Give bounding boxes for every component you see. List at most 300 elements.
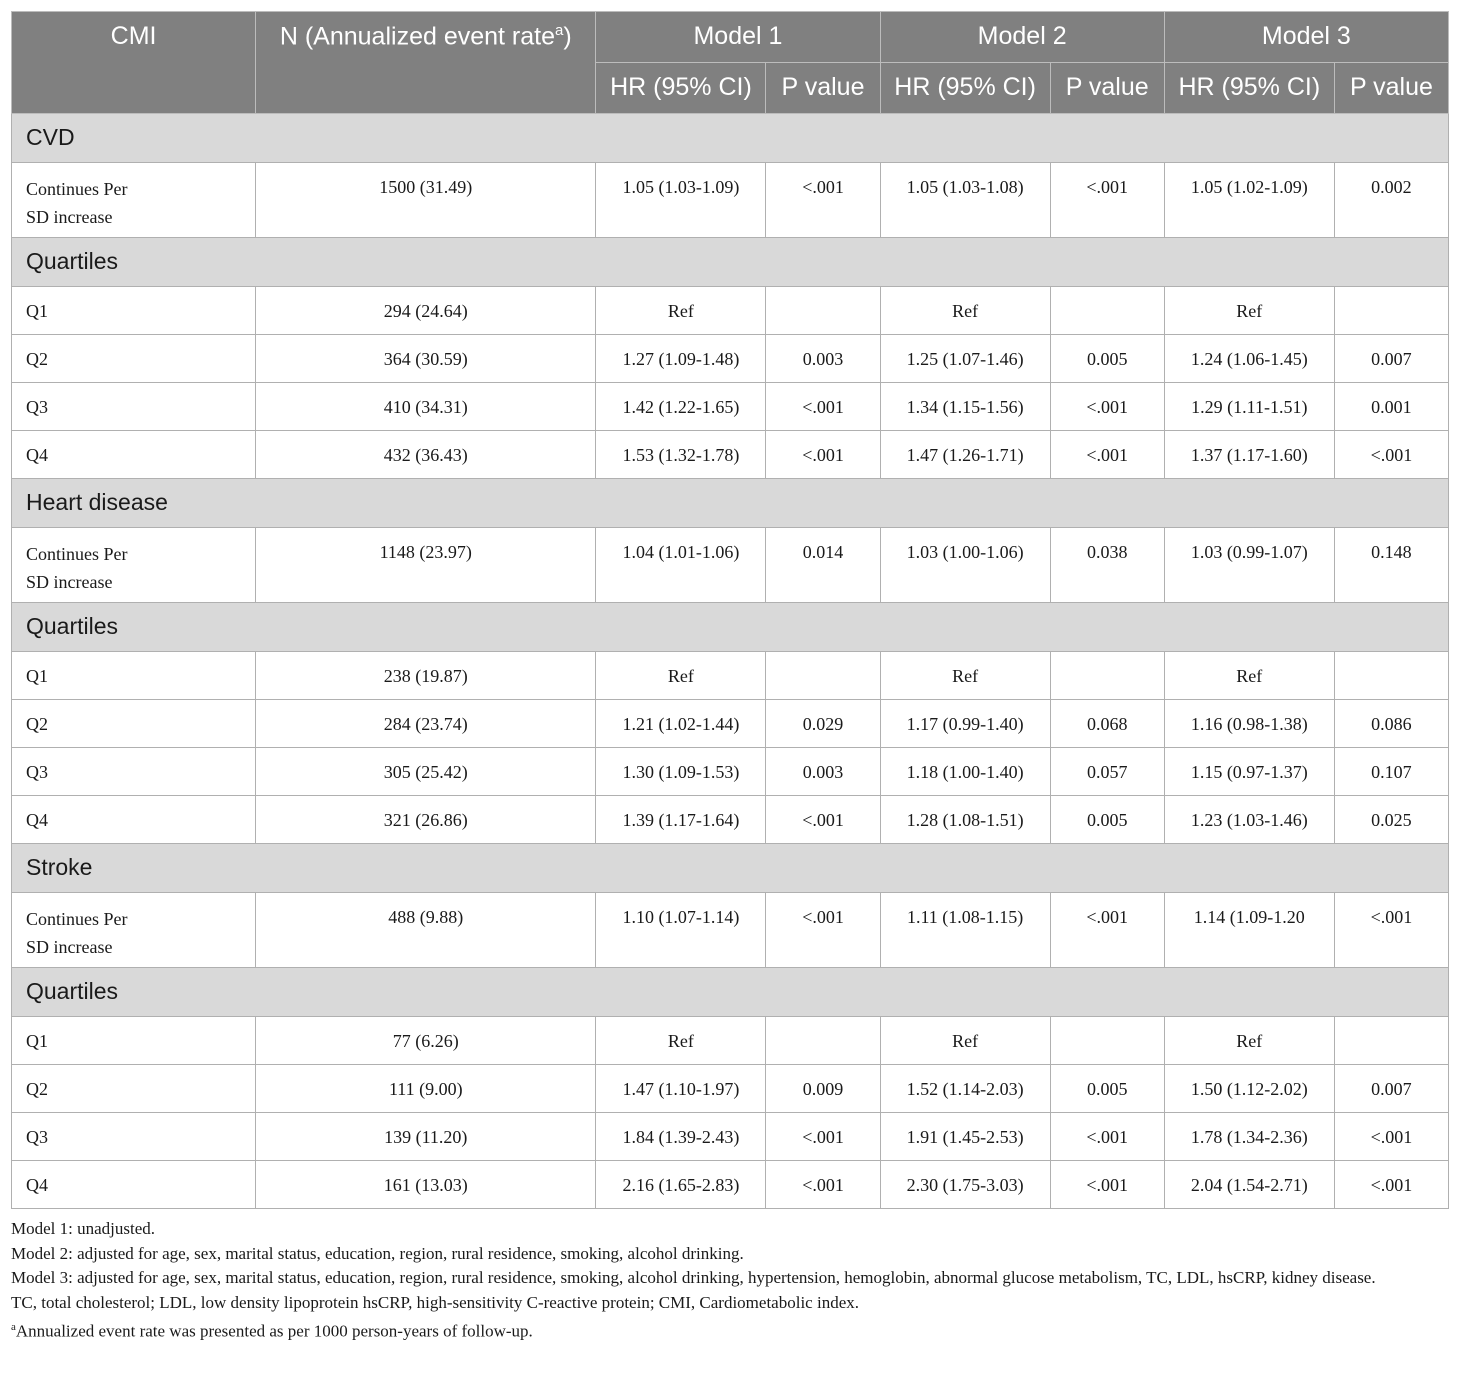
model1-hr-cell <box>596 383 766 431</box>
model3-hr-cell-text: 1.03 (0.99-1.07) <box>1190 542 1308 562</box>
model2-p-cell-text <box>1051 1017 1164 1031</box>
model3-hr-cell-text: 1.24 (1.06-1.45) <box>1190 349 1308 369</box>
table-body <box>12 114 1449 1209</box>
model3-p-cell-text: <.001 <box>1370 1127 1413 1147</box>
row-label <box>12 700 256 748</box>
results-table <box>11 11 1449 1209</box>
model3-p-cell <box>1334 287 1448 335</box>
n-cell <box>256 893 596 968</box>
n-cell <box>256 652 596 700</box>
model2-hr-cell-text: Ref <box>952 666 979 686</box>
model3-p-cell-text: 0.086 <box>1371 714 1412 734</box>
model2-p-cell <box>1050 700 1164 748</box>
model3-hr-cell <box>1164 748 1334 796</box>
model1-p-cell-text: <.001 <box>802 1127 844 1147</box>
model2-hr-cell <box>880 431 1050 479</box>
model3-p-cell <box>1334 383 1448 431</box>
n-cell <box>256 163 596 238</box>
model1-hr-cell-text: 1.05 (1.03-1.09) <box>622 177 740 197</box>
n-cell <box>256 528 596 603</box>
model1-p-cell-text <box>766 652 879 666</box>
model2-hr-cell <box>880 163 1050 238</box>
model3-p-cell-text: 0.107 <box>1371 762 1412 782</box>
model3-p-cell-text: 0.007 <box>1371 349 1412 369</box>
row-label-text: Q3 <box>26 762 48 782</box>
row-label <box>12 431 256 479</box>
row-label-text: Q1 <box>26 301 48 321</box>
n-cell <box>256 700 596 748</box>
model1-hr-cell <box>596 1113 766 1161</box>
model3-hr-cell <box>1164 893 1334 968</box>
model2-p-cell <box>1050 383 1164 431</box>
model3-hr-cell-text: Ref <box>1236 1031 1263 1051</box>
model3-hr-cell-text: 1.23 (1.03-1.46) <box>1190 810 1308 830</box>
model2-p-cell-text: 0.005 <box>1086 349 1128 369</box>
row-label-text: Q3 <box>26 397 48 417</box>
model2-hr-cell-text: 2.30 (1.75-3.03) <box>906 1175 1024 1195</box>
model1-p-cell-text <box>766 287 879 301</box>
n-cell-text: 488 (9.88) <box>388 907 464 927</box>
row-label-line: SD increase <box>26 207 113 227</box>
section-title-text: Heart disease <box>26 489 168 515</box>
section-title-text: Stroke <box>26 854 93 880</box>
model3-hr-cell <box>1164 1113 1334 1161</box>
row-label <box>12 1113 256 1161</box>
model2-p-cell <box>1050 1017 1164 1065</box>
model3-p-cell <box>1334 431 1448 479</box>
footnotes <box>11 1217 1449 1344</box>
n-cell-text: 111 (9.00) <box>388 1079 463 1099</box>
model3-p-cell-text <box>1335 287 1448 301</box>
model2-p-cell <box>1050 287 1164 335</box>
model1-p-cell-text: 0.003 <box>802 762 844 782</box>
model2-hr-cell <box>880 700 1050 748</box>
model1-hr-cell <box>596 700 766 748</box>
model3-hr-cell <box>1164 1065 1334 1113</box>
n-cell <box>256 1065 596 1113</box>
model2-hr-cell-text: 1.34 (1.15-1.56) <box>906 397 1024 417</box>
n-cell <box>256 748 596 796</box>
n-cell <box>256 796 596 844</box>
model2-p-cell-text: <.001 <box>1086 177 1129 197</box>
row-label-text: Q2 <box>26 1079 48 1099</box>
row-label <box>12 528 256 603</box>
model2-p-cell <box>1050 163 1164 238</box>
quartiles-title <box>12 603 1449 652</box>
model3-hr-cell <box>1164 287 1334 335</box>
model3-p-cell <box>1334 1065 1448 1113</box>
table-row <box>12 1113 1449 1161</box>
model3-p-cell <box>1334 700 1448 748</box>
model3-hr-cell-text: Ref <box>1236 301 1263 321</box>
model2-p-cell-text: 0.038 <box>1086 542 1128 562</box>
n-cell <box>256 335 596 383</box>
model3-hr-cell-text: 1.37 (1.17-1.60) <box>1190 445 1308 465</box>
model3-p-cell <box>1334 1017 1448 1065</box>
model1-p-cell <box>766 748 880 796</box>
row-label <box>12 163 256 238</box>
row-label-text: Q2 <box>26 349 48 369</box>
model2-hr-cell-text: 1.17 (0.99-1.40) <box>906 714 1024 734</box>
model3-hr-cell-text: 2.04 (1.54-2.71) <box>1190 1175 1308 1195</box>
row-label-text <box>12 528 255 596</box>
model1-hr-cell <box>596 287 766 335</box>
model2-hr-cell <box>880 383 1050 431</box>
table-row <box>12 1065 1449 1113</box>
model1-hr-cell-text: 1.30 (1.09-1.53) <box>622 762 740 782</box>
header-hr: HR (95% CI) <box>596 63 766 114</box>
model3-p-cell-text: 0.002 <box>1371 177 1412 197</box>
row-label-text: Q3 <box>26 1127 48 1147</box>
model2-hr-cell <box>880 1065 1050 1113</box>
model3-p-cell-text: 0.001 <box>1371 397 1412 417</box>
table-row <box>12 431 1449 479</box>
model2-p-cell <box>1050 893 1164 968</box>
model2-hr-cell <box>880 528 1050 603</box>
model1-hr-cell-text: 1.53 (1.32-1.78) <box>622 445 740 465</box>
row-label-line: Continues Per <box>26 909 128 929</box>
model2-hr-cell-text: Ref <box>952 1031 979 1051</box>
model3-p-cell <box>1334 796 1448 844</box>
section-header-row <box>12 238 1449 287</box>
model3-hr-cell-text: 1.78 (1.34-2.36) <box>1190 1127 1308 1147</box>
model1-p-cell <box>766 893 880 968</box>
n-cell <box>256 287 596 335</box>
model3-hr-cell-text: 1.29 (1.11-1.51) <box>1191 397 1308 417</box>
model1-hr-cell-text: Ref <box>667 666 694 686</box>
model3-hr-cell <box>1164 335 1334 383</box>
table-row <box>12 893 1449 968</box>
model1-p-cell <box>766 335 880 383</box>
model3-p-cell-text: <.001 <box>1370 907 1413 927</box>
model1-p-cell-text: <.001 <box>802 177 844 197</box>
n-cell-text: 321 (26.86) <box>383 810 468 830</box>
model3-hr-cell-text: 1.16 (0.98-1.38) <box>1190 714 1308 734</box>
model3-p-cell <box>1334 1161 1448 1209</box>
model1-hr-cell-text: 1.21 (1.02-1.44) <box>622 714 740 734</box>
header-hr: HR (95% CI) <box>1164 63 1334 114</box>
model3-p-cell-text: 0.007 <box>1371 1079 1412 1099</box>
model2-hr-cell-text: 1.25 (1.07-1.46) <box>906 349 1024 369</box>
row-label-text: Q4 <box>26 1175 48 1195</box>
header-p-value: P value <box>766 63 880 114</box>
model1-hr-cell-text: 1.47 (1.10-1.97) <box>622 1079 740 1099</box>
table-row <box>12 700 1449 748</box>
table-header <box>12 12 1449 114</box>
row-label-line: SD increase <box>26 937 113 957</box>
model3-hr-cell <box>1164 1017 1334 1065</box>
quartiles-title-text: Quartiles <box>26 613 119 639</box>
model1-p-cell <box>766 652 880 700</box>
model2-p-cell <box>1050 748 1164 796</box>
n-cell-text: 284 (23.74) <box>383 714 468 734</box>
model1-hr-cell <box>596 796 766 844</box>
n-cell-text: 238 (19.87) <box>383 666 468 686</box>
table-row <box>12 287 1449 335</box>
header-n: N (Annualized event rate$^a$) <box>256 12 596 114</box>
header-model-1: Model 1 <box>596 12 880 63</box>
model1-p-cell <box>766 163 880 238</box>
model1-p-cell <box>766 796 880 844</box>
model2-p-cell-text: <.001 <box>1086 1175 1129 1195</box>
footnote-model-2: Model 2: adjusted for age, sex, marital status, education, region, rural residence, smoking, alcohol drinking. <box>11 1243 744 1263</box>
model2-hr-cell <box>880 1161 1050 1209</box>
row-label <box>12 893 256 968</box>
model2-p-cell-text: <.001 <box>1086 1127 1129 1147</box>
model2-hr-cell-text: 1.52 (1.14-2.03) <box>906 1079 1024 1099</box>
model2-hr-cell <box>880 748 1050 796</box>
model3-p-cell-text <box>1335 652 1448 666</box>
model3-p-cell <box>1334 652 1448 700</box>
table-row <box>12 748 1449 796</box>
row-label <box>12 796 256 844</box>
row-label <box>12 383 256 431</box>
model3-hr-cell <box>1164 383 1334 431</box>
model1-p-cell-text: 0.009 <box>802 1079 844 1099</box>
table-row <box>12 335 1449 383</box>
model1-p-cell <box>766 431 880 479</box>
model2-hr-cell-text: 1.11 (1.08-1.15) <box>906 907 1024 927</box>
footnote-model-1: Model 1: unadjusted. <box>11 1219 156 1238</box>
model2-p-cell <box>1050 796 1164 844</box>
model1-hr-cell <box>596 1017 766 1065</box>
row-label-text: Q4 <box>26 445 48 465</box>
model3-hr-cell <box>1164 163 1334 238</box>
row-label-text <box>12 163 255 231</box>
model2-p-cell-text: 0.068 <box>1086 714 1128 734</box>
model1-hr-cell <box>596 163 766 238</box>
model3-p-cell <box>1334 1113 1448 1161</box>
model2-p-cell <box>1050 1161 1164 1209</box>
n-cell-text: 161 (13.03) <box>383 1175 468 1195</box>
model1-p-cell-text <box>766 1017 879 1031</box>
model2-p-cell-text: <.001 <box>1086 907 1129 927</box>
model2-hr-cell-text: 1.47 (1.26-1.71) <box>906 445 1024 465</box>
model3-hr-cell-text: 1.05 (1.02-1.09) <box>1190 177 1308 197</box>
n-cell-text: 1148 (23.97) <box>379 542 472 562</box>
model1-p-cell <box>766 1065 880 1113</box>
model2-p-cell-text: 0.005 <box>1086 810 1128 830</box>
n-cell-text: 294 (24.64) <box>383 301 468 321</box>
n-cell-text: 410 (34.31) <box>383 397 468 417</box>
header-model-3: Model 3 <box>1164 12 1448 63</box>
section-header-row <box>12 603 1449 652</box>
footnote-model-3: Model 3: adjusted for age, sex, marital status, education, region, rural residence, smoking, alcohol drinking, hypertension, hemoglobin, abnormal glucose metabolism, TC, LDL, hsCRP, kidney disease. <box>11 1268 1376 1287</box>
n-cell <box>256 431 596 479</box>
model1-p-cell-text: 0.029 <box>802 714 844 734</box>
model2-hr-cell-text: 1.18 (1.00-1.40) <box>906 762 1024 782</box>
model3-p-cell-text: <.001 <box>1370 1175 1413 1195</box>
header-p-value: P value <box>1050 63 1164 114</box>
row-label-text: Q1 <box>26 666 48 686</box>
quartiles-title <box>12 968 1449 1017</box>
table-row <box>12 652 1449 700</box>
n-cell <box>256 1017 596 1065</box>
row-label-line: Continues Per <box>26 179 128 199</box>
model1-p-cell <box>766 1113 880 1161</box>
row-label <box>12 1161 256 1209</box>
model2-hr-cell-text: 1.91 (1.45-2.53) <box>906 1127 1024 1147</box>
model3-p-cell <box>1334 893 1448 968</box>
model1-p-cell <box>766 528 880 603</box>
n-cell <box>256 1161 596 1209</box>
model1-hr-cell <box>596 652 766 700</box>
table-row <box>12 528 1449 603</box>
row-label-text: Q4 <box>26 810 48 830</box>
model2-hr-cell <box>880 287 1050 335</box>
model2-hr-cell-text: Ref <box>952 301 979 321</box>
model1-p-cell-text: <.001 <box>802 397 844 417</box>
model2-p-cell <box>1050 1065 1164 1113</box>
model2-hr-cell <box>880 1017 1050 1065</box>
model3-hr-cell <box>1164 528 1334 603</box>
model3-p-cell <box>1334 748 1448 796</box>
footnote-a: $^a$Annualized event rate was presented as per 1000 person-years of follow-up. <box>11 1321 533 1341</box>
model2-p-cell <box>1050 431 1164 479</box>
model2-p-cell <box>1050 652 1164 700</box>
n-cell-text: 305 (25.42) <box>383 762 468 782</box>
model2-p-cell-text <box>1051 287 1164 301</box>
header-hr: HR (95% CI) <box>880 63 1050 114</box>
table-row <box>12 383 1449 431</box>
model3-p-cell-text: 0.025 <box>1371 810 1412 830</box>
model1-hr-cell <box>596 528 766 603</box>
section-header-row <box>12 114 1449 163</box>
model1-p-cell-text: <.001 <box>802 907 844 927</box>
model2-hr-cell <box>880 1113 1050 1161</box>
model1-hr-cell <box>596 335 766 383</box>
model3-hr-cell-text: Ref <box>1236 666 1263 686</box>
quartiles-title <box>12 238 1449 287</box>
section-title <box>12 114 1449 163</box>
section-header-row <box>12 844 1449 893</box>
quartiles-title-text: Quartiles <box>26 978 119 1004</box>
model3-p-cell-text <box>1335 1017 1448 1031</box>
model1-p-cell-text: <.001 <box>802 445 844 465</box>
row-label <box>12 1065 256 1113</box>
table-row <box>12 796 1449 844</box>
footnote-abbreviations: TC, total cholesterol; LDL, low density lipoprotein hsCRP, high-sensitivity C-reactive protein; CMI, Cardiometabolic index. <box>11 1292 859 1312</box>
model1-p-cell <box>766 383 880 431</box>
row-label <box>12 748 256 796</box>
n-cell-text: 1500 (31.49) <box>379 177 473 197</box>
model3-p-cell <box>1334 163 1448 238</box>
n-cell-text: 364 (30.59) <box>383 349 468 369</box>
model3-hr-cell <box>1164 652 1334 700</box>
model2-p-cell-text: <.001 <box>1086 397 1129 417</box>
section-title <box>12 844 1449 893</box>
row-label <box>12 287 256 335</box>
model2-p-cell-text <box>1051 652 1164 666</box>
model1-hr-cell-text: 1.10 (1.07-1.14) <box>622 907 740 927</box>
model1-p-cell-text: <.001 <box>802 810 844 830</box>
model3-hr-cell-text: 1.14 (1.09-1.20 <box>1193 907 1305 927</box>
model1-hr-cell <box>596 1065 766 1113</box>
n-cell <box>256 383 596 431</box>
model1-hr-cell <box>596 893 766 968</box>
row-label-line: SD increase <box>26 572 113 592</box>
model3-p-cell-text: 0.148 <box>1371 542 1412 562</box>
model1-p-cell-text: 0.014 <box>802 542 844 562</box>
model2-hr-cell <box>880 796 1050 844</box>
model3-hr-cell <box>1164 700 1334 748</box>
model2-p-cell-text: 0.057 <box>1086 762 1128 782</box>
n-cell-text: 139 (11.20) <box>384 1127 468 1147</box>
model2-p-cell <box>1050 1113 1164 1161</box>
model1-p-cell-text: <.001 <box>802 1175 844 1195</box>
model1-p-cell <box>766 700 880 748</box>
model1-hr-cell-text: Ref <box>667 1031 694 1051</box>
model3-hr-cell <box>1164 1161 1334 1209</box>
quartiles-title-text: Quartiles <box>26 248 119 274</box>
model1-hr-cell <box>596 748 766 796</box>
model1-hr-cell <box>596 1161 766 1209</box>
row-label-line: Continues Per <box>26 544 128 564</box>
model1-hr-cell-text: 1.84 (1.39-2.43) <box>622 1127 740 1147</box>
row-label-text: Q2 <box>26 714 48 734</box>
model2-hr-cell <box>880 893 1050 968</box>
model1-hr-cell-text: 1.39 (1.17-1.64) <box>622 810 740 830</box>
model3-hr-cell-text: 1.50 (1.12-2.02) <box>1190 1079 1308 1099</box>
model1-hr-cell-text: 1.42 (1.22-1.65) <box>622 397 740 417</box>
model1-hr-cell <box>596 431 766 479</box>
row-label <box>12 1017 256 1065</box>
model3-hr-cell-text: 1.15 (0.97-1.37) <box>1190 762 1308 782</box>
model1-p-cell <box>766 1017 880 1065</box>
header-cmi: CMI <box>12 12 256 114</box>
table-container <box>11 11 1449 1344</box>
model2-hr-cell-text: 1.03 (1.00-1.06) <box>906 542 1024 562</box>
model2-p-cell-text: <.001 <box>1086 445 1129 465</box>
model1-p-cell-text: 0.003 <box>802 349 844 369</box>
model2-hr-cell <box>880 652 1050 700</box>
model2-p-cell <box>1050 528 1164 603</box>
model3-hr-cell <box>1164 796 1334 844</box>
model3-p-cell-text: <.001 <box>1370 445 1413 465</box>
model1-hr-cell-text: Ref <box>667 301 694 321</box>
section-header-row <box>12 479 1449 528</box>
table-row <box>12 163 1449 238</box>
model1-hr-cell-text: 1.04 (1.01-1.06) <box>622 542 740 562</box>
table-row <box>12 1017 1449 1065</box>
table-row <box>12 1161 1449 1209</box>
row-label-text <box>12 893 255 961</box>
model1-hr-cell-text: 1.27 (1.09-1.48) <box>622 349 740 369</box>
model2-p-cell <box>1050 335 1164 383</box>
model1-p-cell <box>766 1161 880 1209</box>
n-cell <box>256 1113 596 1161</box>
model3-p-cell <box>1334 335 1448 383</box>
model3-hr-cell <box>1164 431 1334 479</box>
header-p-value: P value <box>1334 63 1448 114</box>
row-label <box>12 652 256 700</box>
model1-p-cell <box>766 287 880 335</box>
row-label <box>12 335 256 383</box>
n-cell-text: 432 (36.43) <box>383 445 468 465</box>
model2-hr-cell <box>880 335 1050 383</box>
section-title-text: CVD <box>26 124 75 150</box>
model1-hr-cell-text: 2.16 (1.65-2.83) <box>622 1175 740 1195</box>
model3-p-cell <box>1334 528 1448 603</box>
header-model-2: Model 2 <box>880 12 1164 63</box>
section-header-row <box>12 968 1449 1017</box>
model2-p-cell-text: 0.005 <box>1086 1079 1128 1099</box>
model2-hr-cell-text: 1.05 (1.03-1.08) <box>906 177 1024 197</box>
row-label-text: Q1 <box>26 1031 48 1051</box>
model2-hr-cell-text: 1.28 (1.08-1.51) <box>906 810 1024 830</box>
n-cell-text: 77 (6.26) <box>392 1031 459 1051</box>
section-title <box>12 479 1449 528</box>
